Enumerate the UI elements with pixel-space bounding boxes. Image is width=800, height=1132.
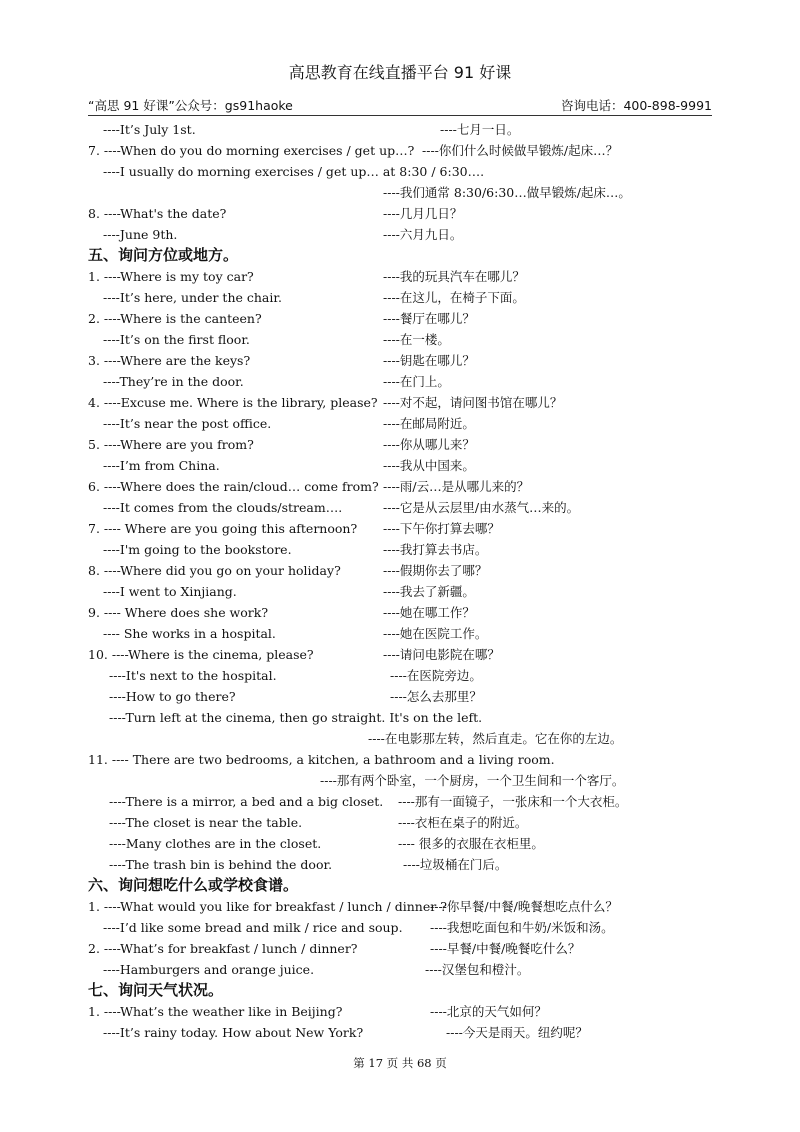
text-line: ---- 很多的衣服在衣柜里。 [398,836,544,851]
text-line: ----我们通常 8:30/6:30…做早锻炼/起床…。 [383,185,631,200]
text-line: ----雨/云…是从哪儿来的？ [383,479,530,494]
text-line: ----我的玩具汽车在哪儿？ [383,269,525,284]
text-line: 2. ----Where is the canteen? [88,311,262,326]
text-line: ----I'm going to the bookstore. [103,542,292,557]
text-line: ----下午你打算去哪？ [383,521,500,536]
text-line: ----在一楼。 [383,332,450,347]
text-line: ----你从哪儿来？ [383,437,475,452]
text-line: ----They’re in the door. [103,374,244,389]
text-line: ----Hamburgers and orange juice. [103,962,315,977]
text-line: ----It’s on the first floor. [103,332,250,347]
text-line: 8. ----Where did you go on your holiday? [88,563,341,578]
text-line: ----It’s rainy today. How about New York? [103,1025,364,1040]
text-line: ----请问电影院在哪？ [383,647,500,662]
text-line: ----我从中国来。 [383,458,475,473]
text-line: 1. ----What’s the weather like in Beijing? [88,1004,343,1019]
text-line: ----It's next to the hospital. [109,668,277,683]
text-line: ----在电影那左转，然后直走。它在你的左边。 [368,731,623,746]
text-line: ----Many clothes are in the closet. [109,836,322,851]
text-line: 8. ----What's the date? [88,206,227,221]
text-line: ----我去了新疆。 [383,584,475,599]
text-line: ----It comes from the clouds/stream…. [103,500,343,515]
text-line: ----怎么去那里？ [390,689,482,704]
text-line: 3. ----Where are the keys? [88,353,251,368]
text-line: ----The closet is near the table. [109,815,303,830]
text-line: ----你早餐/中餐/晚餐想吃点什么？ [430,899,618,914]
text-line: ----七月一日。 [440,122,520,137]
text-line: ----她在哪工作？ [383,605,475,620]
text-line: 5. ----Where are you from? [88,437,254,452]
text-line: 11. ---- There are two bedrooms, a kitchen, a bathroom and a living room. [88,752,555,767]
text-line: ----她在医院工作。 [383,626,488,641]
text-line: ----钥匙在哪儿？ [383,353,475,368]
text-line: ----北京的天气如何？ [430,1004,547,1019]
text-line: ----六月九日。 [383,227,463,242]
text-line: ----几月几日？ [383,206,463,221]
text-line: ----在门上。 [383,374,450,389]
text-line: ----我想吃面包和牛奶/米饭和汤。 [430,920,614,935]
text-line: ----It’s July 1st. [103,122,196,137]
text-line: ----Turn left at the cinema, then go straight. It's on the left. [109,710,483,725]
text-line: ----The trash bin is behind the door. [109,857,333,872]
text-line: ----I’m from China. [103,458,220,473]
section-heading: 七、询问天气状况。 [88,981,224,999]
text-line: ----It’s here, under the chair. [103,290,282,305]
text-line: ----June 9th. [103,227,178,242]
text-line: 9. ---- Where does she work? [88,605,269,620]
text-line: 4. ----Excuse me. Where is the library, please? [88,395,378,410]
text-line: ----在这儿，在椅子下面。 [383,290,525,305]
text-line: 7. ----When do you do morning exercises / get up…? [88,143,415,158]
section-heading: 五、询问方位或地方。 [88,246,239,264]
text-line: ----衣柜在桌子的附近。 [398,815,528,830]
text-line: ----它是从云层里/由水蒸气…来的。 [383,500,580,515]
page-footer: 第 17 页 共 68 页 [353,1056,447,1070]
text-line: ----I usually do morning exercises / get up… at 8:30 / 6:30…. [103,164,485,179]
text-line: ----假期你去了哪？ [383,563,488,578]
text-line: ----对不起，请问图书馆在哪儿？ [383,395,563,410]
text-line: ----I went to Xinjiang. [103,584,237,599]
text-line: 1. ----Where is my toy car? [88,269,254,284]
text-line: 10. ----Where is the cinema, please? [88,647,314,662]
text-line: ----垃圾桶在门后。 [403,857,508,872]
text-line: ----今天是雨天。纽约呢？ [446,1025,588,1040]
text-line: ----那有一面镜子，一张床和一个大衣柜。 [398,794,628,809]
text-line: ----早餐/中餐/晚餐吃什么？ [430,941,581,956]
text-line: 1. ----What would you like for breakfast / lunch / dinner ? [88,899,447,914]
text-line: 2. ----What’s for breakfast / lunch / dinner? [88,941,358,956]
text-line: ----你们什么时候做早锻炼/起床…？ [422,143,619,158]
text-line: ----It’s near the post office. [103,416,272,431]
text-line: ----There is a mirror, a bed and a big closet. [109,794,384,809]
text-line: ----在邮局附近。 [383,416,475,431]
page-header-title: 高思教育在线直播平台 91 好课 [288,63,512,82]
text-line: ----I’d like some bread and milk / rice and soup. [103,920,403,935]
page-header-contact: 咨询电话：400-898-9991 [560,98,712,113]
text-line: ----How to go there? [109,689,236,704]
text-line: ----在医院旁边。 [390,668,482,683]
section-heading: 六、询问想吃什么或学校食谱。 [88,876,299,894]
page-header-subtitle: “高思 91 好课”公众号：gs91haoke [88,98,293,113]
text-line: ----我打算去书店。 [383,542,488,557]
text-line: ---- She works in a hospital. [103,626,276,641]
text-line: ----汉堡包和橙汁。 [425,962,530,977]
text-line: ----那有两个卧室，一个厨房，一个卫生间和一个客厅。 [320,773,625,788]
text-line: 6. ----Where does the rain/cloud… come from? [88,479,379,494]
text-line: 7. ---- Where are you going this afternoon? [88,521,358,536]
text-line: ----餐厅在哪儿？ [383,311,475,326]
